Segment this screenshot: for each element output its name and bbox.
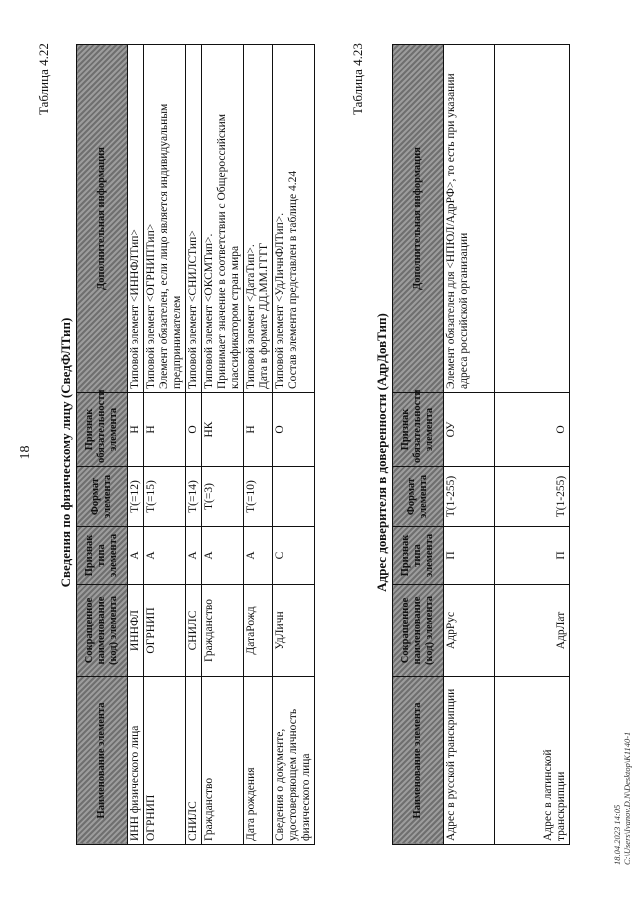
cell-info: Типовой элемент <СНИЛСТип> [186, 45, 202, 393]
table2-header-name: Наименование элемента [393, 677, 444, 845]
cell-req: НК [202, 393, 244, 467]
table-row [128, 45, 144, 845]
cell-type: А [186, 527, 202, 585]
cell-info [495, 45, 570, 393]
table2-header-type: Признак типа элемента [393, 527, 444, 585]
cell-info: Элемент обязателен для <НПЮЛ/АдрРФ>, то есть при указании адреса российской организации [444, 45, 495, 393]
cell-req: Н [144, 393, 186, 467]
cell-req: Н [128, 393, 144, 467]
cell-type: С [273, 527, 315, 585]
table-row [144, 45, 186, 845]
cell-type: П [444, 527, 495, 585]
table2-header-row [393, 45, 444, 845]
cell-code: Гражданство [202, 585, 244, 677]
table2-header-req: Признак обязательности элемента [393, 393, 444, 467]
table1 [76, 44, 315, 845]
cell-info: Типовой элемент <УдЛичнФЛТип>. Состав элемента представлен в таблице 4.24 [273, 45, 315, 393]
cell-type: П [495, 527, 570, 585]
table-row [495, 45, 570, 845]
table-row [244, 45, 273, 845]
cell-info: Типовой элемент <ДатаТип>. Дата в формате ДД.ММ.ГГГГ [244, 45, 273, 393]
cell-type: А [144, 527, 186, 585]
table1-header-code: Сокращенное наименование (код) элемента [77, 585, 128, 677]
footer-path: C:\Users\Ivanov.D.N\Desktop\K1140-1 [622, 731, 632, 865]
cell-code: СНИЛС [186, 585, 202, 677]
cell-format: Т(=10) [244, 467, 273, 527]
cell-info: Типовой элемент <ОГРНИПТип> Элемент обязателен, если лицо является индивидуальным предпринимателем [144, 45, 186, 393]
cell-name: ИНН физического лица [128, 677, 144, 845]
table1-header-req: Признак обязательности элемента [77, 393, 128, 467]
cell-code: УдЛичн [273, 585, 315, 677]
table1-header-format: Формат элемента [77, 467, 128, 527]
cell-name: Адрес в латинской транскрипции [495, 677, 570, 845]
table2-header-info: Дополнительная информация [393, 45, 444, 393]
cell-info: Типовой элемент <ОКСМТип>. Принимает значение в соответствии с Общероссийским классификатором стран мира [202, 45, 244, 393]
cell-req: Н [244, 393, 273, 467]
table1-label: Таблица 4.22 [36, 43, 51, 115]
table2-title: Адрес доверителя в доверенности (АдрДовТип) [374, 313, 389, 592]
cell-code: ОГРНИП [144, 585, 186, 677]
cell-req: О [273, 393, 315, 467]
cell-format [273, 467, 315, 527]
cell-code: АдрЛат [495, 585, 570, 677]
cell-format: Т(1-255) [444, 467, 495, 527]
cell-format: Т(=15) [144, 467, 186, 527]
table-row [273, 45, 315, 845]
table2-header-code: Сокращенное наименование (код) элемента [393, 585, 444, 677]
cell-name: Гражданство [202, 677, 244, 845]
cell-name: ОГРНИП [144, 677, 186, 845]
cell-format: Т(=3) [202, 467, 244, 527]
cell-name: СНИЛС [186, 677, 202, 845]
table2-header-format: Формат элемента [393, 467, 444, 527]
cell-code: ДатаРожд [244, 585, 273, 677]
cell-name: Сведения о документе, удостоверяющем личность физического лица [273, 677, 315, 845]
cell-type: А [128, 527, 144, 585]
table-row [444, 45, 495, 845]
cell-name: Адрес в русской транскрипции [444, 677, 495, 845]
cell-req: ОУ [444, 393, 495, 467]
table1-title: Сведения по физическому лицу (СведФЛТип) [58, 317, 73, 588]
cell-format: Т(=12) [128, 467, 144, 527]
table1-header-type: Признак типа элемента [77, 527, 128, 585]
cell-req: О [186, 393, 202, 467]
cell-format: Т(=14) [186, 467, 202, 527]
table1-header-name: Наименование элемента [77, 677, 128, 845]
table2-label: Таблица 4.23 [350, 43, 365, 115]
cell-format: Т(1-255) [495, 467, 570, 527]
table1-header-row [77, 45, 128, 845]
table-row [202, 45, 244, 845]
cell-code: АдрРус [444, 585, 495, 677]
table1-header-info: Дополнительная информация [77, 45, 128, 393]
footer [612, 732, 632, 865]
cell-req: О [495, 393, 570, 467]
cell-type: А [244, 527, 273, 585]
page-number: 18 [18, 445, 33, 460]
table-row [186, 45, 202, 845]
footer-timestamp: 18.04.2023 14:05 [612, 804, 622, 865]
table2 [392, 44, 570, 845]
cell-code: ИННФЛ [128, 585, 144, 677]
cell-type: А [202, 527, 244, 585]
cell-info: Типовой элемент <ИННФЛТип> [128, 45, 144, 393]
cell-name: Дата рождения [244, 677, 273, 845]
